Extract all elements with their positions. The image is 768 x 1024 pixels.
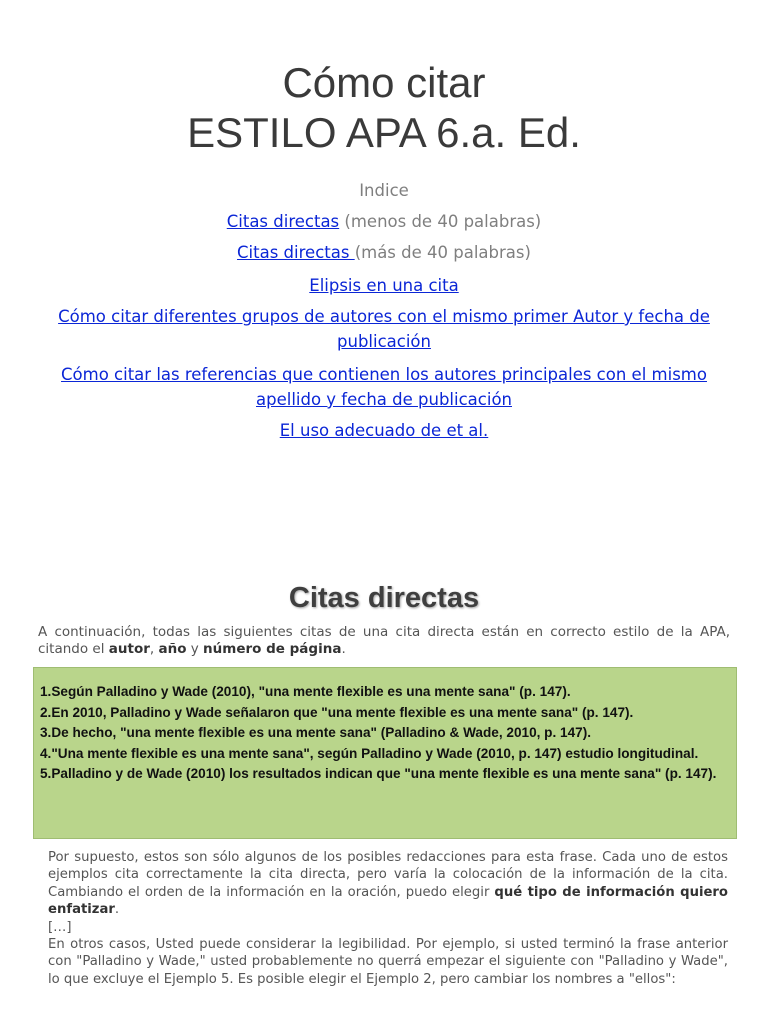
toc-item-citas-directas-menos bbox=[40, 209, 728, 234]
explanation-text bbox=[48, 849, 728, 988]
paragraph-2: En otros casos, Usted puede considerar la legibilidad. Por ejemplo, si usted terminó la frase anterior con "Palladino y Wade," usted probablemente no querrá empezar el siguiente con "Palladino y Wade", lo que excluye el Ejemplo 5. Es posible elegir el Ejemplo 2, pero cambiar los nombres a "ellos": bbox=[48, 937, 728, 987]
bold-autor: autor bbox=[108, 641, 150, 657]
toc-item-grupos-autores bbox=[40, 304, 728, 354]
section-title: Citas directas bbox=[288, 582, 480, 614]
toc-item-mismo-apellido bbox=[40, 362, 728, 412]
toc-item-suffix: (menos de 40 palabras) bbox=[339, 212, 542, 231]
toc-item-et-al bbox=[40, 418, 728, 443]
toc-link-elipsis[interactable]: Elipsis en una cita bbox=[309, 276, 459, 295]
toc-heading: Indice bbox=[359, 181, 409, 200]
toc-item-suffix: (más de 40 palabras) bbox=[354, 243, 531, 262]
example-item: 4."Una mente flexible es una mente sana", según Palladino y Wade (2010, p. 147) estudio longitudinal. bbox=[40, 745, 699, 761]
toc-link-grupos-autores[interactable]: Cómo citar diferentes grupos de autores con el mismo primer Autor y fecha de publicación bbox=[58, 307, 710, 351]
table-of-contents bbox=[40, 178, 728, 443]
examples-box bbox=[33, 667, 737, 839]
title-line-2: ESTILO APA 6.a. Ed. bbox=[187, 109, 581, 156]
toc-link-et-al[interactable]: El uso adecuado de et al. bbox=[279, 421, 489, 440]
toc-item-citas-directas-mas bbox=[40, 240, 728, 265]
bold-ano: año bbox=[158, 641, 187, 657]
toc-link-mismo-apellido[interactable]: Cómo citar las referencias que contienen los autores principales con el mismo apellido y fecha de publicación bbox=[61, 365, 707, 409]
toc-link-citas-directas-mas[interactable]: Citas directas bbox=[237, 243, 355, 262]
document-title bbox=[0, 58, 768, 158]
title-line-1: Cómo citar bbox=[282, 59, 486, 106]
paragraph-1: Por supuesto, estos son sólo algunos de los posibles redacciones para esta frase. Cada uno de estos ejemplos cita correctamente la cita directa, pero varía la colocación de la información de la cita. Cambiando el orden de la información en la oración, puedo elegir qué tipo de información quiero enfatizar. bbox=[48, 850, 728, 918]
example-item: 1.Según Palladino y Wade (2010), "una mente flexible es una mente sana" (p. 147). bbox=[40, 684, 571, 699]
section-intro: A continuación, todas las siguientes citas de una cita directa están en correcto estilo de la APA, citando el autor, año y número de página. bbox=[38, 624, 730, 657]
example-item: 5.Palladino y de Wade (2010) los resultados indican que "una mente flexible es una mente sana" (p. 147). bbox=[40, 766, 717, 782]
bold-emphasis: qué tipo de información quiero enfatizar bbox=[48, 884, 728, 918]
ellipsis-marker: […] bbox=[48, 919, 72, 935]
example-item: 3.De hecho, "una mente flexible es una mente sana" (Palladino & Wade, 2010, p. 147). bbox=[40, 725, 592, 741]
toc-link-citas-directas-menos[interactable]: Citas directas bbox=[226, 212, 340, 231]
bold-numero-pagina: número de página bbox=[203, 641, 342, 657]
toc-item-elipsis bbox=[40, 273, 728, 298]
example-item: 2.En 2010, Palladino y Wade señalaron que "una mente flexible es una mente sana" (p. 147). bbox=[40, 704, 634, 720]
